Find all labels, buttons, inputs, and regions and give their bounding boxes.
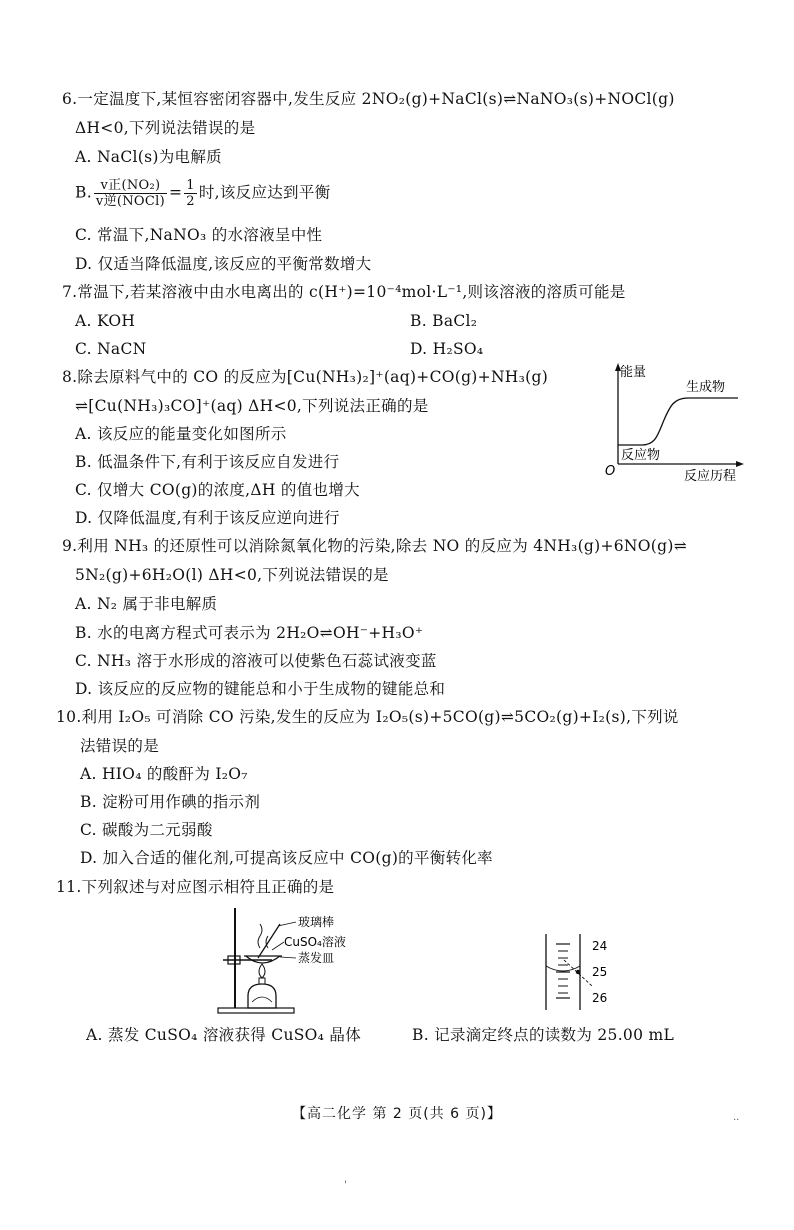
q9-option-a: A. N₂ 属于非电解质	[75, 595, 218, 613]
q8-option-b: B. 低温条件下,有利于该反应自发进行	[75, 453, 340, 471]
q10-stem-line1: 10.利用 I₂O₅ 可消除 CO 污染,发生的反应为 I₂O₅(s)+5CO(g)⇌5CO₂(g)+I₂(s),下列说	[56, 708, 679, 726]
q6-b-equals: =	[168, 183, 183, 202]
q9-option-c: C. NH₃ 溶于水形成的溶液可以使紫色石蕊试液变蓝	[75, 652, 437, 670]
meniscus	[546, 966, 580, 971]
lamp-flame	[259, 964, 265, 978]
q9-stem-line1: 9.利用 NH₃ 的还原性可以消除氮氧化物的污染,除去 NO 的反应为 4NH₃(g)+6NO(g)⇌	[62, 537, 688, 555]
q11-option-a: A. 蒸发 CuSO₄ 溶液获得 CuSO₄ 晶体	[86, 1026, 362, 1044]
q10-option-a: A. HIO₄ 的酸酐为 I₂O₇	[80, 765, 248, 783]
q8-reactant-label: 反应物	[621, 448, 661, 463]
alcohol-lamp	[248, 984, 276, 1008]
q6-stem-line1: 6.一定温度下,某恒容密闭容器中,发生反应 2NO₂(g)+NaCl(s)⇌NaNO₃(s)+NOCl(g)	[62, 90, 675, 108]
burette-label-25: 25	[592, 965, 608, 979]
lamp-wick	[259, 978, 265, 984]
label-evaporating-dish: 蒸发皿	[298, 951, 335, 965]
q6-b-rate-denominator: v逆(NOCl)	[95, 194, 165, 209]
q8-energy-curve	[618, 398, 738, 445]
stand-base	[218, 1008, 294, 1013]
q11-evaporation-apparatus	[208, 904, 388, 1018]
q7-option-d: D. H₂SO₄	[410, 340, 484, 358]
q8-option-c: C. 仅增大 CO(g)的浓度,ΔH 的值也增大	[75, 481, 360, 499]
q7-stem: 7.常温下,若某溶液中由水电离出的 c(H⁺)=10⁻⁴mol·L⁻¹,则该溶液的溶质可能是	[62, 283, 626, 301]
scan-mark-right: ..	[733, 1112, 740, 1123]
q6-option-b	[75, 178, 330, 209]
q6-option-a: A. NaCl(s)为电解质	[75, 148, 222, 166]
q6-b-half-numerator: 1	[186, 178, 195, 193]
q10-option-b: B. 淀粉可用作碘的指示剂	[80, 793, 261, 811]
q6-b-rate-numerator: v正(NO₂)	[94, 178, 167, 194]
q9-option-b: B. 水的电离方程式可表示为 2H₂O⇌OH⁻+H₃O⁺	[75, 624, 424, 642]
label-glass-rod: 玻璃棒	[298, 915, 335, 929]
q11-option-b: B. 记录滴定终点的读数为 25.00 mL	[412, 1026, 675, 1044]
q8-option-d: D. 仅降低温度,有利于该反应逆向进行	[75, 509, 340, 527]
q6-option-c: C. 常温下,NaNO₃ 的水溶液呈中性	[75, 226, 323, 244]
q8-product-label: 生成物	[686, 380, 726, 395]
q6-b-half-fraction	[184, 178, 197, 209]
q6-b-rate-fraction	[94, 178, 167, 209]
q9-stem-line2: 5N₂(g)+6H₂O(l) ΔH<0,下列说法错误的是	[75, 566, 389, 584]
q10-option-c: C. 碳酸为二元弱酸	[80, 821, 213, 839]
q6-stem-line2: ΔH<0,下列说法错误的是	[75, 119, 256, 137]
q11-burette-reading	[540, 930, 620, 1014]
q8-option-a: A. 该反应的能量变化如图所示	[75, 425, 287, 443]
burette-label-24: 24	[592, 939, 608, 953]
q7-option-c: C. NaCN	[75, 340, 147, 358]
vapor-line	[258, 924, 262, 948]
glass-rod	[258, 924, 280, 958]
q8-x-label: 反应历程	[684, 469, 737, 484]
q6-option-d: D. 仅适当降低温度,该反应的平衡常数增大	[75, 255, 372, 273]
burette-label-26: 26	[592, 991, 608, 1005]
q7-option-b: B. BaCl₂	[410, 312, 478, 330]
page-footer: 【高二化学 第 2 页(共 6 页)】	[292, 1106, 502, 1122]
q6-b-prefix: B.	[75, 183, 92, 202]
q9-option-d: D. 该反应的反应物的键能总和小于生成物的键能总和	[75, 680, 446, 698]
q8-origin-label: O	[605, 464, 616, 479]
q7-option-a: A. KOH	[75, 312, 136, 330]
q10-stem-line2: 法错误的是	[80, 737, 160, 755]
q8-stem-line1: 8.除去原料气中的 CO 的反应为[Cu(NH₃)₂]⁺(aq)+CO(g)+NH₃(g)	[62, 368, 549, 386]
q6-b-suffix: 时,该反应达到平衡	[198, 183, 331, 202]
q8-y-label: 能量	[620, 365, 647, 380]
q10-option-d: D. 加入合适的催化剂,可提高该反应中 CO(g)的平衡转化率	[80, 849, 493, 867]
label-cuso4-solution: CuSO₄溶液	[284, 935, 346, 949]
q8-x-arrow	[736, 461, 744, 467]
q6-b-half-denominator: 2	[186, 194, 195, 209]
q11-stem: 11.下列叙述与对应图示相符且正确的是	[56, 878, 335, 896]
q8-stem-line2: ⇌[Cu(NH₃)₃CO]⁺(aq) ΔH<0,下列说法正确的是	[75, 397, 429, 415]
q8-energy-diagram	[598, 362, 748, 488]
scan-mark-bottom: '	[344, 1180, 347, 1191]
